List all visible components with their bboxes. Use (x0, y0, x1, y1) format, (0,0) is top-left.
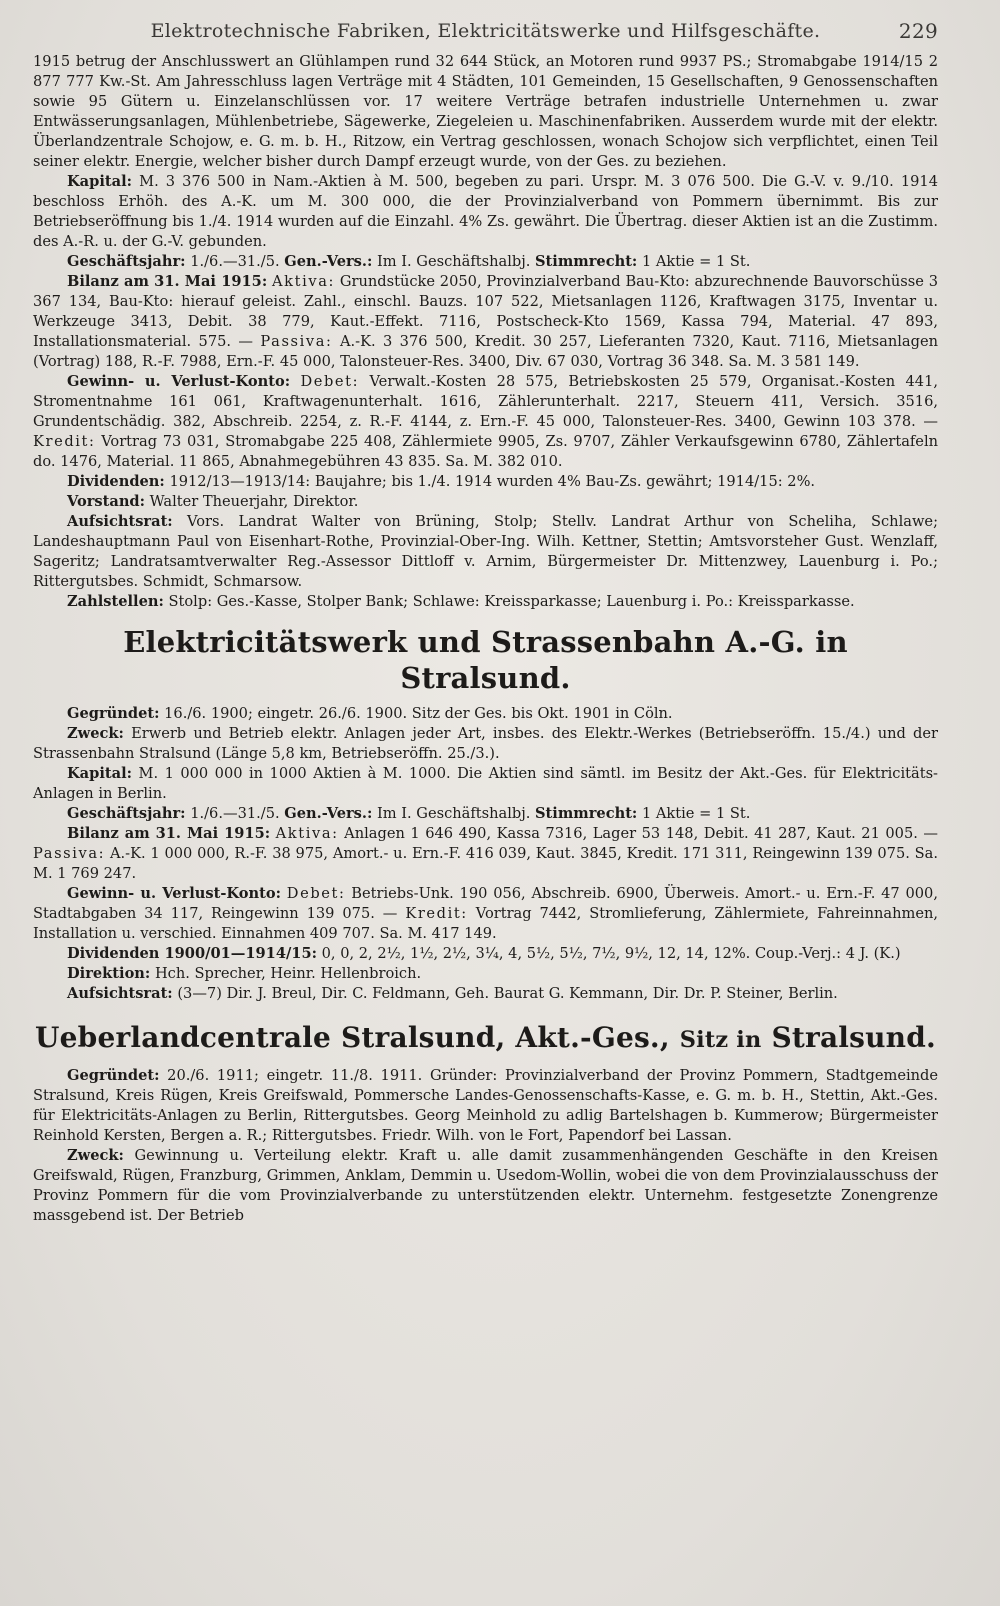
dividenden-paragraph (33, 472, 938, 492)
heading-sitz: Sitz in (679, 1027, 762, 1053)
dir-label: Direktion: (67, 965, 151, 982)
running-header (33, 18, 938, 52)
gegruendet-paragraph (33, 704, 938, 724)
div-label: Dividenden: (67, 473, 165, 490)
kredit-text: Vortrag 73 031, Stromabgabe 225 408, Zählermiete 9905, Zs. 9707, Zähler Verkaufsgewinn 6780, Zählertafeln do. 1476, Material. 11 865, Abnahmegebühren 43 835. Sa. M. 382 010. (33, 433, 939, 470)
kapital-label: Kapital: (67, 173, 133, 190)
kredit-label: Kredit: (33, 433, 96, 450)
bilanz-label: Bilanz am 31. Mai 1915: (67, 273, 268, 290)
bilanz-paragraph (33, 824, 938, 884)
entry-stralsund-strassenbahn (33, 704, 938, 1004)
bilanz-paragraph (33, 272, 938, 372)
aktiva-label: Aktiva: (272, 273, 336, 290)
stimm-text: 1 Aktie = 1 St. (641, 253, 751, 270)
gegr-text: 20./6. 1911; eingetr. 11./8. 1911. Gründer: Provinzialverband der Provinz Pommern, Stadtgemeinde Stralsund, Kreis Rügen, Kreis Greifswald, Pommersche Landes-Genossenschafts-Kasse, e. G. m. b. H., Stettin, Akt.-Ges. für Elektricitäts-Anlagen zu Berlin, Rittergutsbes. Georg Meinhold zu adlig Bartelshagen b. Kummerow; Bürgermeister Reinhold Kersten, Bergen a. R.; Rittergutsbes. Friedr. Wilh. von le Fort, Papendorf bei Lassan. (33, 1067, 939, 1144)
gegr-label: Gegründet: (67, 1067, 160, 1084)
debet-text: Verwalt.-Kosten 28 575, Betriebskosten 25 579, Organisat.-Kosten 441, Stromentnahme 161 061, Kraftwagenunterhalt. 1616, Zählerunterhalt. 2217, Steuern 411, Versich. 3516, Grundentschädig. 382, Abschreib. 2254, z. R.-F. 4144, z. Ern.-F. 45 000, Talonsteuer-Res. 3400, Gewinn 103 378. — (33, 373, 938, 430)
debet-text: Betriebs-Unk. 190 056, Abschreib. 6900, Überweis. Amort.- u. Ern.-F. 47 000, Stadtabgaben 34 117, Reingewinn 139 075. — (33, 885, 938, 922)
div-label: Dividenden 1900/01—1914/15: (67, 945, 317, 962)
kredit-text: Vortrag 7442, Stromlieferung, Zählermiete, Fahreinnahmen, Installation u. verschied. Einnahmen 409 707. Sa. M. 417 149. (33, 905, 939, 942)
gj-text: 1./6.—31./5. (190, 253, 280, 270)
zweck-label: Zweck: (67, 725, 124, 742)
meta-paragraph (33, 804, 938, 824)
aktiva-text: Anlagen 1 646 490, Kassa 7316, Lager 53 148, Debit. 41 287, Kaut. 21 005. — (344, 825, 939, 842)
zahl-label: Zahlstellen: (67, 593, 164, 610)
kapital-paragraph (33, 764, 938, 804)
debet-label: Debet: (300, 373, 360, 390)
zweck-label: Zweck: (67, 1147, 124, 1164)
gegr-text: 16./6. 1900; eingetr. 26./6. 1900. Sitz der Ges. bis Okt. 1901 in Cöln. (164, 705, 673, 722)
guv-label: Gewinn- u. Verlust-Konto: (67, 373, 291, 390)
zweck-text: Erwerb und Betrieb elektr. Anlagen jeder Art, insbes. des Elektr.-Werkes (Betriebseröffn. 15./4.) und der Strassenbahn Stralsund (Länge 5,8 km, Betriebseröffn. 25./3.). (33, 725, 938, 762)
gv-label: Gen.-Vers.: (284, 253, 373, 270)
gegr-label: Gegründet: (67, 705, 160, 722)
kapital-text: M. 3 376 500 in Nam.-Aktien à M. 500, begeben zu pari. Urspr. M. 3 076 500. Die G.-V. v. 9./10. 1914 beschloss Erhöh. des A.-K. um M. 300 000, die der Provinzialverband von Pommern übernimmt. Bis zur Betriebseröffnung bis 1./4. 1914 wurden auf die Einzahl. 4% Zs. gewährt. Die Übertrag. dieser Aktien ist an die Zustimm. des A.-R. u. der G.-V. gebunden. (33, 173, 938, 250)
passiva-label: Passiva: (260, 333, 333, 350)
header-title: Elektrotechnische Fabriken, Elektricitätswerke und Hilfsgeschäfte. (150, 20, 821, 42)
ar-text: Vors. Landrat Walter von Brüning, Stolp; Stellv. Landrat Arthur von Scheliha, Schlawe; Landeshauptmann Paul von Eisenhart-Rothe, Provinzial-Ober-Ing. Wilh. Kettner, Stettin; Amtsvorsteher Gust. Wenzlaff, Sageritz; Landratsamtverwalter Reg.-Assessor Dittloff v. Arnim, Bürgermeister Dr. Mittenzwey, Lauenburg i. Po.; Rittergutsbes. Schmidt, Schmarsow. (33, 513, 938, 590)
vorstand-label: Vorstand: (67, 493, 146, 510)
aktiva-text: Grundstücke 2050, Provinzialverband Bau-Kto: abzurechnende Bauvorschüsse 3 367 134, Bau-Kto: hierauf geleist. Zahl., einschl. Bauzs. 107 522, Mietsanlagen 1126, Kraftwagen 3175, Inventar u. Werkzeuge 3413, Debit. 38 779, Kaut.-Effekt. 7116, Postscheck-Kto 1569, Kassa 794, Material. 47 893, Installationsmaterial. 575. — (33, 273, 939, 350)
div-text: 1912/13—1913/14: Baujahre; bis 1./4. 1914 wurden 4% Bau-Zs. gewährt; 1914/15: 2%. (169, 473, 816, 490)
aktiva-label: Aktiva: (275, 825, 339, 842)
heading-city: Stralsund. (771, 1021, 936, 1054)
zahl-text: Stolp: Ges.-Kasse, Stolper Bank; Schlawe: Kreissparkasse; Lauenburg i. Po.: Kreissparkasse. (168, 593, 855, 610)
gv-text: Im I. Geschäftshalbj. (377, 805, 531, 822)
guv-paragraph (33, 372, 938, 472)
gj-label: Geschäftsjahr: (67, 805, 186, 822)
company-heading-ueberlandcentrale (33, 1020, 938, 1058)
div-text: 0, 0, 2, 2½, 1½, 2½, 3¼, 4, 5½, 5½, 7½, 9½, 12, 14, 12%. Coup.-Verj.: 4 J. (K.) (321, 945, 901, 962)
zahlstellen-paragraph (33, 592, 938, 612)
dir-text: Hch. Sprecher, Heinr. Hellenbroich. (154, 965, 422, 982)
passiva-text: A.-K. 3 376 500, Kredit. 30 257, Lieferanten 7320, Kaut. 7116, Mietsanlagen (Vortrag) 188, R.-F. 7988, Ern.-F. 45 000, Talonsteuer-Res. 3400, Div. 67 030, Vortrag 36 348. Sa. M. 3 581 149. (33, 333, 939, 370)
gegruendet-paragraph (33, 1066, 938, 1146)
page-number: 229 (898, 19, 938, 43)
stimm-label: Stimmrecht: (535, 253, 638, 270)
aufsichtsrat-paragraph (33, 512, 938, 592)
meta-paragraph (33, 252, 938, 272)
section-continued-entry (33, 52, 938, 612)
entry-intro: 1915 betrug der Anschlusswert an Glühlampen rund 32 644 Stück, an Motoren rund 9937 PS.; Stromabgabe 1914/15 2 877 777 Kw.-St. Am Jahresschluss lagen Verträge mit 4 Städten, 101 Gemeinden, 15 Gesellschaften, 9 Genossenschaften sowie 95 Gütern u. Einzelanschlüssen vor. 17 weitere Verträge betrafen industrielle Unternehmen u. zwar Entwässerungsanlagen, Mühlenbetriebe, Sägewerke, Ziegeleien u. Maschinenfabriken. Ausserdem wurde mit der elektr. Überlandzentrale Schojow, e. G. m. b. H., Ritzow, ein Vertrag geschlossen, wonach Schojow sich verpflichtet, einen Teil seiner elektr. Energie, welcher bisher durch Dampf erzeugt wurde, von der Ges. zu beziehen. (33, 53, 938, 170)
kredit-label: Kredit: (405, 905, 468, 922)
gv-text: Im I. Geschäftshalbj. (377, 253, 531, 270)
zweck-text: Gewinnung u. Verteilung elektr. Kraft u. alle damit zusammenhängenden Geschäfte in den Kreisen Greifswald, Rügen, Franzburg, Grimmen, Anklam, Demmin u. Usedom-Wollin, wobei die von dem Provinzialausschuss der Provinz Pommern für die vom Provinzialverbande zu unterstützenden elektr. Unternehm. festgesetzte Zonengrenze massgebend ist. Der Betrieb (33, 1147, 938, 1224)
ar-label: Aufsichtsrat: (67, 513, 173, 530)
direktion-paragraph (33, 964, 938, 984)
gj-text: 1./6.—31./5. (190, 805, 280, 822)
kapital-text: M. 1 000 000 in 1000 Aktien à M. 1000. Die Aktien sind sämtl. im Besitz der Akt.-Ges. für Elektricitäts-Anlagen in Berlin. (33, 765, 938, 802)
zweck-paragraph (33, 1146, 938, 1226)
bilanz-label: Bilanz am 31. Mai 1915: (67, 825, 271, 842)
vorstand-paragraph (33, 492, 938, 512)
ar-label: Aufsichtsrat: (67, 985, 173, 1002)
company-heading-stralsund-strassenbahn: Elektricitätswerk und Strassenbahn A.-G. in Stralsund. (123, 625, 848, 695)
gj-label: Geschäftsjahr: (67, 253, 186, 270)
ar-text: (3—7) Dir. J. Breul, Dir. C. Feldmann, Geh. Baurat G. Kemmann, Dir. Dr. P. Steiner, Berlin. (177, 985, 838, 1002)
gv-label: Gen.-Vers.: (284, 805, 373, 822)
passiva-text: A.-K. 1 000 000, R.-F. 38 975, Amort.- u. Ern.-F. 416 039, Kaut. 3845, Kredit. 171 311, Reingewinn 139 075. Sa. M. 1 769 247. (33, 845, 938, 882)
kapital-paragraph (33, 172, 938, 252)
debet-label: Debet: (286, 885, 346, 902)
stimm-text: 1 Aktie = 1 St. (641, 805, 751, 822)
heading-main: Ueberlandcentrale Stralsund, Akt.-Ges., (35, 1021, 670, 1054)
vorstand-text: Walter Theuerjahr, Direktor. (149, 493, 359, 510)
passiva-label: Passiva: (33, 845, 106, 862)
guv-paragraph (33, 884, 938, 944)
dividenden-paragraph (33, 944, 938, 964)
stimm-label: Stimmrecht: (535, 805, 638, 822)
zweck-paragraph (33, 724, 938, 764)
kapital-label: Kapital: (67, 765, 133, 782)
guv-label: Gewinn- u. Verlust-Konto: (67, 885, 281, 902)
entry-ueberlandcentrale (33, 1066, 938, 1226)
aufsichtsrat-paragraph (33, 984, 938, 1004)
